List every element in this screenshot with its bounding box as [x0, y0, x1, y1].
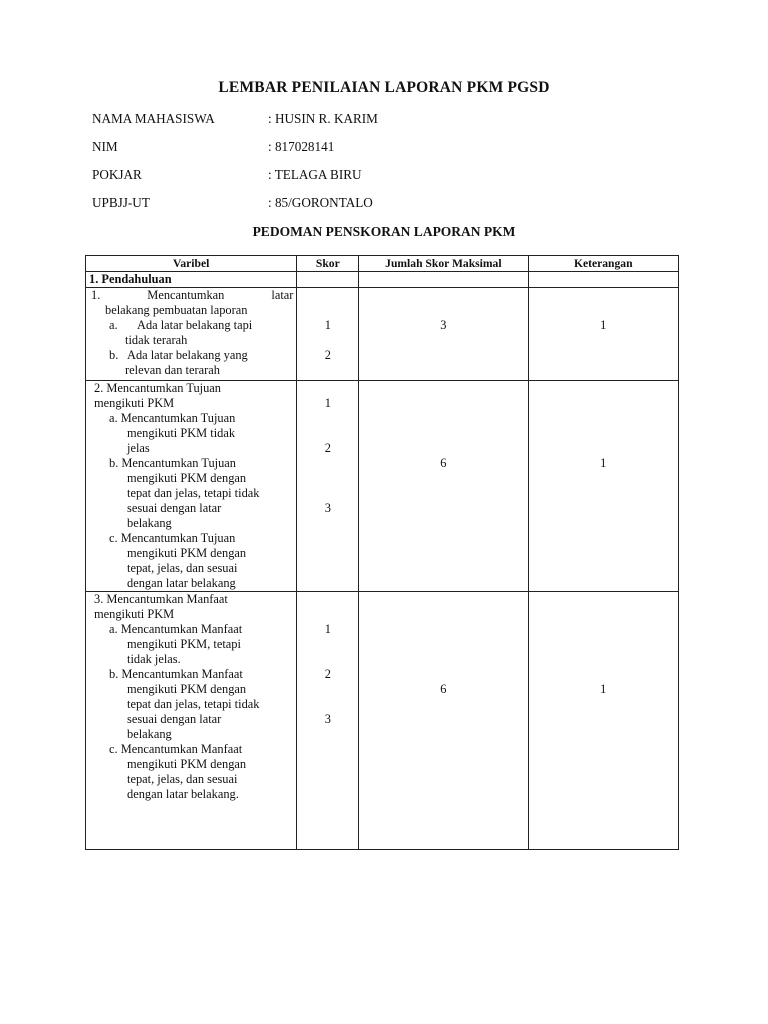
header-keterangan: Keterangan	[528, 256, 679, 272]
document-title: LEMBAR PENILAIAN LAPORAN PKM PGSD	[218, 79, 550, 96]
option-text: sesuai dengan latar	[127, 712, 222, 726]
info-label: NIM	[92, 139, 118, 154]
option-text: c. Mencantumkan Tujuan	[109, 531, 236, 545]
info-row-nim	[92, 139, 334, 155]
option-text: belakang	[127, 727, 172, 741]
option-text: mengikuti PKM dengan	[127, 546, 247, 560]
option-text: jelas	[127, 441, 150, 455]
remark-value: 1	[600, 456, 607, 470]
option-text: a. Mencantumkan Tujuan	[109, 411, 236, 425]
option-text: tepat, jelas, dan sesuai	[127, 561, 238, 575]
section-label: 1. Pendahuluan	[86, 272, 297, 288]
remark-cell	[528, 381, 679, 592]
option-text: sesuai dengan latar	[127, 501, 222, 515]
option-text: dengan latar belakang	[127, 576, 236, 590]
option-text: b. Mencantumkan Manfaat	[109, 667, 243, 681]
item-number: 1.	[91, 288, 101, 302]
variable-cell	[86, 381, 297, 592]
option-text: Ada latar belakang tapi	[137, 318, 253, 332]
scoring-table	[85, 255, 679, 850]
table-header-row	[86, 256, 679, 272]
score-value: 1	[324, 318, 331, 332]
score-value: 1	[324, 622, 331, 636]
option-text: dengan latar belakang.	[127, 787, 239, 801]
section-row	[86, 272, 679, 288]
option-text: tepat dan jelas, tetapi tidak	[127, 486, 260, 500]
item-text: 3. Mencantumkan Manfaat	[94, 592, 228, 606]
variable-cell	[86, 288, 297, 381]
info-value: : 817028141	[268, 139, 335, 154]
max-score-cell	[359, 592, 528, 850]
item-text: mengikuti PKM	[94, 396, 175, 410]
score-value: 2	[324, 667, 331, 681]
option-letter: a.	[109, 318, 118, 332]
info-row-pokjar	[92, 167, 362, 183]
max-score-value: 6	[440, 682, 447, 696]
option-text: c. Mencantumkan Manfaat	[109, 742, 243, 756]
score-value: 3	[324, 501, 331, 515]
score-cell	[297, 381, 359, 592]
option-text: mengikuti PKM, tetapi	[127, 637, 241, 651]
score-cell	[297, 288, 359, 381]
table-subtitle: PEDOMAN PENSKORAN LAPORAN PKM	[252, 224, 516, 239]
remark-cell	[528, 288, 679, 381]
option-text: mengikuti PKM tidak	[127, 426, 236, 440]
score-value: 1	[324, 396, 331, 410]
max-score-cell	[359, 381, 528, 592]
option-text: tidak terarah	[125, 333, 188, 347]
score-cell	[297, 592, 359, 850]
info-value: : TELAGA BIRU	[268, 167, 362, 182]
max-score-value: 6	[440, 456, 447, 470]
info-label: UPBJJ-UT	[92, 195, 150, 210]
option-text: b. Mencantumkan Tujuan	[109, 456, 236, 470]
header-jumlah-skor: Jumlah Skor Maksimal	[359, 256, 528, 272]
table-row	[86, 592, 679, 850]
variable-cell	[86, 592, 297, 850]
info-row-nama	[92, 111, 378, 127]
score-value: 3	[324, 712, 331, 726]
item-text: 2. Mencantumkan Tujuan	[94, 381, 221, 395]
table-row	[86, 381, 679, 592]
option-text: mengikuti PKM dengan	[127, 682, 247, 696]
option-text: relevan dan terarah	[125, 363, 220, 377]
max-score-value: 3	[440, 318, 447, 332]
item-text: mengikuti PKM	[94, 607, 175, 621]
option-text: Ada latar belakang yang	[127, 348, 248, 362]
option-text: tidak jelas.	[127, 652, 181, 666]
info-label: POKJAR	[92, 167, 142, 182]
header-skor: Skor	[297, 256, 359, 272]
info-value: : HUSIN R. KARIM	[268, 111, 378, 126]
table-row	[86, 288, 679, 381]
info-row-upbjj	[92, 195, 373, 211]
max-score-cell	[359, 288, 528, 381]
score-value: 2	[324, 348, 331, 362]
item-text: latar	[271, 288, 294, 302]
score-value: 2	[324, 441, 331, 455]
remark-value: 1	[600, 318, 607, 332]
option-text: mengikuti PKM dengan	[127, 757, 247, 771]
option-text: a. Mencantumkan Manfaat	[109, 622, 243, 636]
option-letter: b.	[109, 348, 119, 362]
info-label: NAMA MAHASISWA	[92, 111, 215, 126]
option-text: mengikuti PKM dengan	[127, 471, 247, 485]
item-text: Mencantumkan	[147, 288, 225, 302]
option-text: tepat, jelas, dan sesuai	[127, 772, 238, 786]
item-text: belakang pembuatan laporan	[105, 303, 248, 317]
option-text: belakang	[127, 516, 172, 530]
remark-cell	[528, 592, 679, 850]
header-varibel: Varibel	[86, 256, 297, 272]
info-value: : 85/GORONTALO	[268, 195, 373, 210]
remark-value: 1	[600, 682, 607, 696]
option-text: tepat dan jelas, tetapi tidak	[127, 697, 260, 711]
